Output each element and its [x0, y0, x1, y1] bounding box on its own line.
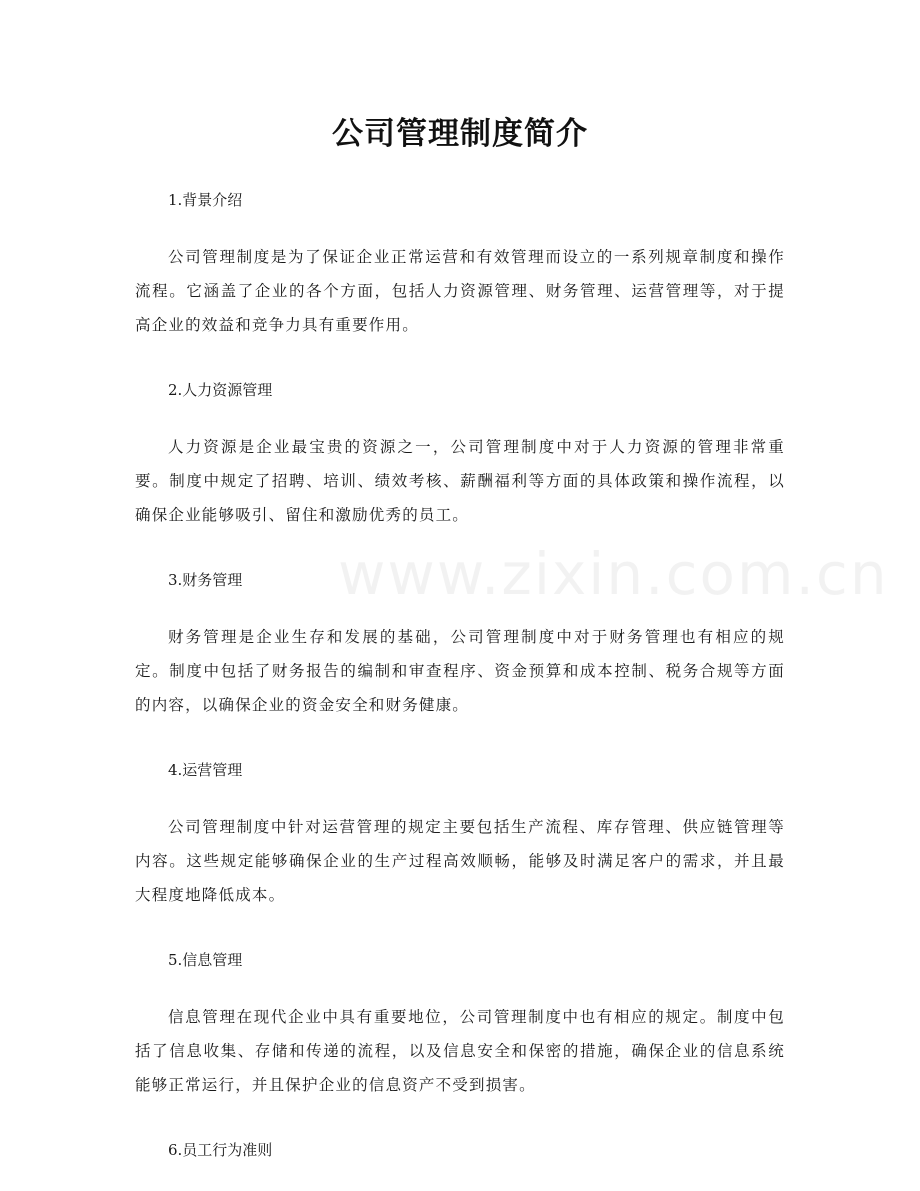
section-employee-conduct	[135, 1136, 785, 1164]
document-title: 公司管理制度简介	[332, 116, 588, 152]
section-human-resources	[135, 376, 785, 566]
section-heading: 4.运营管理	[168, 761, 243, 779]
section-heading: 6.员工行为准则	[168, 1141, 273, 1159]
section-operations	[135, 756, 785, 946]
section-information	[135, 946, 785, 1136]
section-finance	[135, 566, 785, 756]
section-paragraph: 公司管理制度是为了保证企业正常运营和有效管理而设立的一系列规章制度和操作流程。它涵盖了企业的各个方面，包括人力资源管理、财务管理、运营管理等，对于提高企业的效益和竞争力具有重要作用。	[135, 248, 785, 334]
section-heading: 1.背景介绍	[168, 191, 243, 209]
watermark-text: www.zixin.com.cn	[338, 540, 889, 608]
section-heading: 3.财务管理	[168, 571, 243, 589]
section-background	[135, 186, 785, 376]
section-paragraph: 公司管理制度中针对运营管理的规定主要包括生产流程、库存管理、供应链管理等内容。这些规定能够确保企业的生产过程高效顺畅，能够及时满足客户的需求，并且最大程度地降低成本。	[135, 818, 785, 904]
section-paragraph: 财务管理是企业生存和发展的基础，公司管理制度中对于财务管理也有相应的规定。制度中包括了财务报告的编制和审查程序、资金预算和成本控制、税务合规等方面的内容，以确保企业的资金安全和财务健康。	[135, 628, 785, 714]
section-paragraph: 信息管理在现代企业中具有重要地位，公司管理制度中也有相应的规定。制度中包括了信息收集、存储和传递的流程，以及信息安全和保密的措施，确保企业的信息系统能够正常运行，并且保护企业的信息资产不受到损害。	[135, 1008, 785, 1094]
document-body	[135, 186, 785, 1164]
section-heading: 2.人力资源管理	[168, 381, 273, 399]
section-paragraph: 人力资源是企业最宝贵的资源之一，公司管理制度中对于人力资源的管理非常重要。制度中规定了招聘、培训、绩效考核、薪酬福利等方面的具体政策和操作流程，以确保企业能够吸引、留住和激励优秀的员工。	[135, 438, 785, 524]
section-heading: 5.信息管理	[168, 951, 243, 969]
